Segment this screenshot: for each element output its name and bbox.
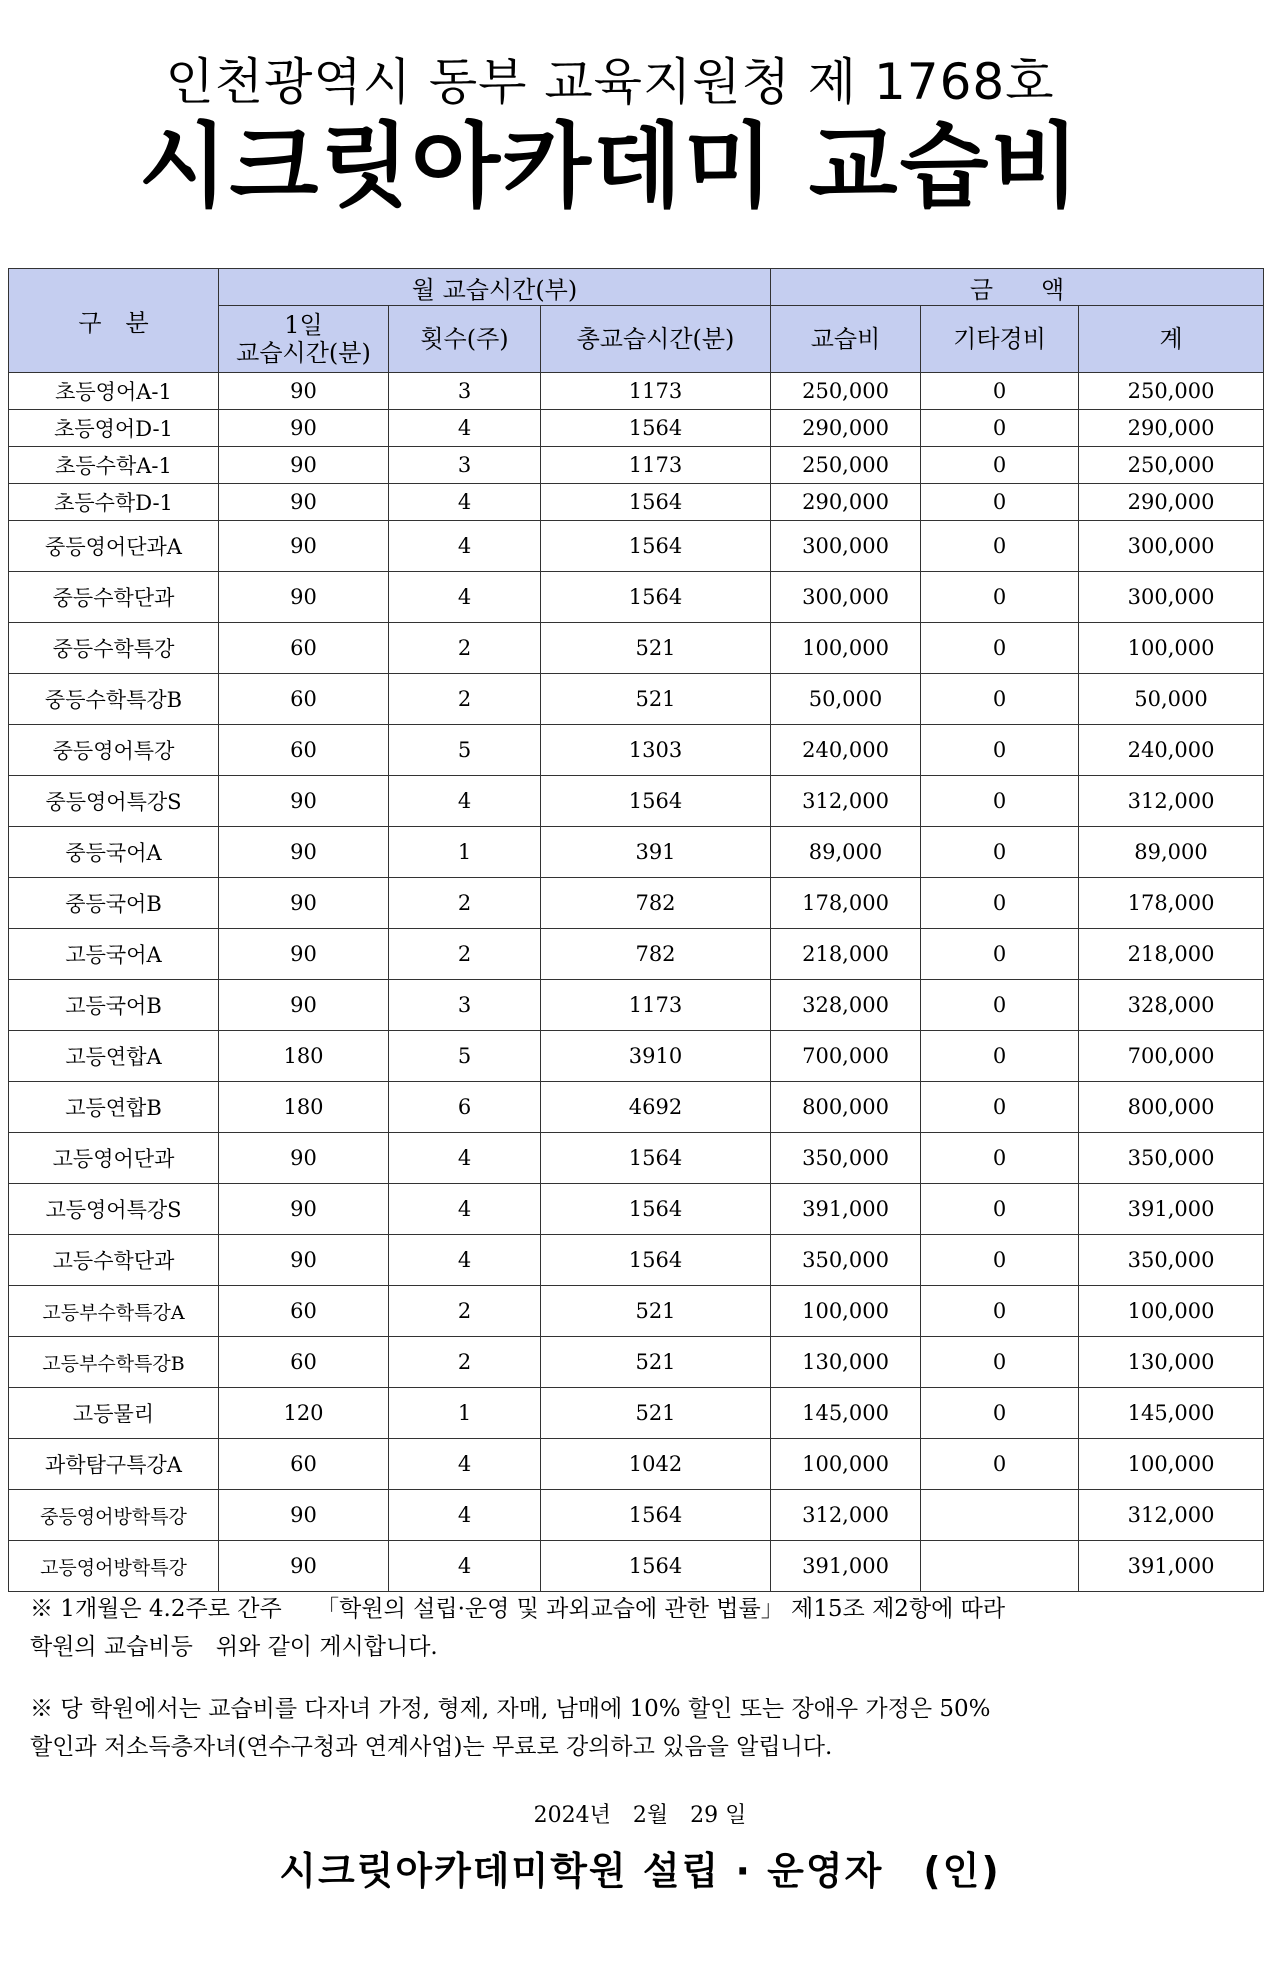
- cell-total-time: 1564: [541, 1184, 771, 1235]
- cell-count: 3: [389, 373, 541, 410]
- table-row: [9, 623, 1264, 674]
- cell-daily-time: 60: [219, 1439, 389, 1490]
- cell-count: 2: [389, 878, 541, 929]
- cell-total-time: 1564: [541, 1490, 771, 1541]
- cell-total-time: 1303: [541, 725, 771, 776]
- cell-count: 4: [389, 572, 541, 623]
- header-fee: 교습비: [771, 306, 921, 373]
- cell-count: 5: [389, 1031, 541, 1082]
- cell-sum: 240,000: [1079, 725, 1264, 776]
- cell-total-time: 521: [541, 674, 771, 725]
- cell-count: 4: [389, 1541, 541, 1592]
- cell-fee: 100,000: [771, 1439, 921, 1490]
- cell-fee: 100,000: [771, 1286, 921, 1337]
- cell-count: 1: [389, 827, 541, 878]
- cell-other-cost: 0: [921, 410, 1079, 447]
- cell-daily-time: 90: [219, 1490, 389, 1541]
- cell-other-cost: 0: [921, 521, 1079, 572]
- cell-sum: 700,000: [1079, 1031, 1264, 1082]
- header-amount: 금 액: [771, 269, 1264, 306]
- cell-total-time: 1564: [541, 776, 771, 827]
- cell-total-time: 1173: [541, 373, 771, 410]
- cell-fee: 240,000: [771, 725, 921, 776]
- cell-fee: 312,000: [771, 1490, 921, 1541]
- cell-fee: 700,000: [771, 1031, 921, 1082]
- table-row: [9, 929, 1264, 980]
- cell-total-time: 521: [541, 1388, 771, 1439]
- cell-sum: 250,000: [1079, 373, 1264, 410]
- table-row: [9, 674, 1264, 725]
- table-row: [9, 484, 1264, 521]
- cell-daily-time: 90: [219, 484, 389, 521]
- cell-other-cost: 0: [921, 980, 1079, 1031]
- cell-total-time: 391: [541, 827, 771, 878]
- table-body: [9, 373, 1264, 1592]
- cell-sum: 130,000: [1079, 1337, 1264, 1388]
- cell-other-cost: 0: [921, 623, 1079, 674]
- page-title: 시크릿아카데미 교습비: [138, 113, 1082, 220]
- cell-course-name: 고등영어방학특강: [9, 1541, 219, 1592]
- cell-total-time: 4692: [541, 1082, 771, 1133]
- note-legal-line1: ※ 1개월은 4.2주로 간주 「학원의 설립·운영 및 과외교습에 관한 법률」 제15조 제2항에 따라: [30, 1596, 1006, 1622]
- cell-sum: 100,000: [1079, 623, 1264, 674]
- cell-other-cost: 0: [921, 572, 1079, 623]
- cell-total-time: 1173: [541, 980, 771, 1031]
- cell-count: 1: [389, 1388, 541, 1439]
- cell-other-cost: 0: [921, 484, 1079, 521]
- cell-daily-time: 90: [219, 1235, 389, 1286]
- cell-daily-time: 90: [219, 447, 389, 484]
- cell-count: 4: [389, 1184, 541, 1235]
- notice-date: 2024년 2월 29 일: [533, 1803, 747, 1828]
- cell-sum: 100,000: [1079, 1286, 1264, 1337]
- cell-sum: 290,000: [1079, 484, 1264, 521]
- table-row: [9, 521, 1264, 572]
- table-row: [9, 1286, 1264, 1337]
- cell-count: 4: [389, 1439, 541, 1490]
- cell-daily-time: 90: [219, 410, 389, 447]
- cell-fee: 100,000: [771, 623, 921, 674]
- cell-sum: 100,000: [1079, 1439, 1264, 1490]
- cell-course-name: 과학탐구특강A: [9, 1439, 219, 1490]
- cell-other-cost: 0: [921, 1031, 1079, 1082]
- cell-fee: 250,000: [771, 447, 921, 484]
- cell-count: 4: [389, 521, 541, 572]
- cell-other-cost: 0: [921, 674, 1079, 725]
- cell-fee: 130,000: [771, 1337, 921, 1388]
- notice-number-heading: 인천광역시 동부 교육지원청 제 1768호: [165, 53, 1055, 111]
- cell-other-cost: 0: [921, 1388, 1079, 1439]
- cell-sum: 312,000: [1079, 776, 1264, 827]
- table-row: [9, 1184, 1264, 1235]
- cell-other-cost: 0: [921, 1235, 1079, 1286]
- cell-sum: 350,000: [1079, 1235, 1264, 1286]
- cell-total-time: 1173: [541, 447, 771, 484]
- cell-count: 4: [389, 1133, 541, 1184]
- cell-course-name: 고등부수학특강B: [9, 1337, 219, 1388]
- table-row: [9, 447, 1264, 484]
- cell-fee: 800,000: [771, 1082, 921, 1133]
- cell-daily-time: 60: [219, 623, 389, 674]
- cell-total-time: 1564: [541, 521, 771, 572]
- cell-total-time: 1564: [541, 410, 771, 447]
- cell-course-name: 고등국어A: [9, 929, 219, 980]
- cell-fee: 145,000: [771, 1388, 921, 1439]
- cell-sum: 178,000: [1079, 878, 1264, 929]
- cell-course-name: 중등영어방학특강: [9, 1490, 219, 1541]
- cell-sum: 50,000: [1079, 674, 1264, 725]
- cell-sum: 300,000: [1079, 572, 1264, 623]
- note-legal: [30, 1590, 1260, 1666]
- table-row: [9, 1490, 1264, 1541]
- header-row-group: [9, 269, 1264, 306]
- note-discount: [30, 1690, 1260, 1766]
- cell-course-name: 초등영어A-1: [9, 373, 219, 410]
- cell-sum: 218,000: [1079, 929, 1264, 980]
- cell-total-time: 1042: [541, 1439, 771, 1490]
- cell-total-time: 1564: [541, 1133, 771, 1184]
- cell-daily-time: 90: [219, 776, 389, 827]
- cell-count: 4: [389, 1235, 541, 1286]
- table-row: [9, 1235, 1264, 1286]
- header-count: 횟수(주): [389, 306, 541, 373]
- cell-daily-time: 180: [219, 1031, 389, 1082]
- header-category: 구 분: [9, 269, 219, 373]
- cell-course-name: 중등수학단과: [9, 572, 219, 623]
- cell-fee: 290,000: [771, 410, 921, 447]
- table-row: [9, 1337, 1264, 1388]
- cell-sum: 391,000: [1079, 1184, 1264, 1235]
- cell-course-name: 고등부수학특강A: [9, 1286, 219, 1337]
- cell-daily-time: 90: [219, 1133, 389, 1184]
- cell-other-cost: 0: [921, 878, 1079, 929]
- cell-sum: 350,000: [1079, 1133, 1264, 1184]
- cell-count: 2: [389, 674, 541, 725]
- cell-other-cost: 0: [921, 776, 1079, 827]
- header-total-time: 총교습시간(분): [541, 306, 771, 373]
- cell-sum: 328,000: [1079, 980, 1264, 1031]
- cell-daily-time: 90: [219, 373, 389, 410]
- cell-fee: 300,000: [771, 521, 921, 572]
- cell-sum: 312,000: [1079, 1490, 1264, 1541]
- cell-other-cost: [921, 1490, 1079, 1541]
- cell-fee: 250,000: [771, 373, 921, 410]
- tuition-table: [8, 268, 1264, 1592]
- cell-total-time: 3910: [541, 1031, 771, 1082]
- cell-course-name: 고등연합A: [9, 1031, 219, 1082]
- note-discount-line2: 할인과 저소득층자녀(연수구청과 연계사업)는 무료로 강의하고 있음을 알립니다.: [30, 1734, 833, 1760]
- cell-other-cost: [921, 1541, 1079, 1592]
- cell-count: 2: [389, 1337, 541, 1388]
- cell-other-cost: 0: [921, 929, 1079, 980]
- cell-course-name: 중등수학특강B: [9, 674, 219, 725]
- table-row: [9, 1082, 1264, 1133]
- cell-course-name: 고등연합B: [9, 1082, 219, 1133]
- header-monthly-time: 월 교습시간(부): [219, 269, 771, 306]
- cell-daily-time: 90: [219, 929, 389, 980]
- cell-daily-time: 90: [219, 980, 389, 1031]
- cell-other-cost: 0: [921, 447, 1079, 484]
- table-row: [9, 373, 1264, 410]
- cell-fee: 391,000: [771, 1541, 921, 1592]
- cell-course-name: 초등영어D-1: [9, 410, 219, 447]
- cell-count: 4: [389, 776, 541, 827]
- cell-sum: 89,000: [1079, 827, 1264, 878]
- cell-count: 2: [389, 929, 541, 980]
- cell-fee: 350,000: [771, 1235, 921, 1286]
- cell-course-name: 고등물리: [9, 1388, 219, 1439]
- cell-course-name: 중등국어A: [9, 827, 219, 878]
- cell-daily-time: 90: [219, 1184, 389, 1235]
- table-row: [9, 827, 1264, 878]
- table-row: [9, 878, 1264, 929]
- cell-course-name: 고등국어B: [9, 980, 219, 1031]
- table-row: [9, 776, 1264, 827]
- table-row: [9, 1388, 1264, 1439]
- cell-count: 2: [389, 1286, 541, 1337]
- cell-daily-time: 60: [219, 1337, 389, 1388]
- cell-other-cost: 0: [921, 725, 1079, 776]
- cell-count: 4: [389, 410, 541, 447]
- cell-fee: 300,000: [771, 572, 921, 623]
- cell-daily-time: 180: [219, 1082, 389, 1133]
- cell-course-name: 고등수학단과: [9, 1235, 219, 1286]
- table-row: [9, 1031, 1264, 1082]
- cell-other-cost: 0: [921, 1439, 1079, 1490]
- cell-other-cost: 0: [921, 827, 1079, 878]
- cell-sum: 250,000: [1079, 447, 1264, 484]
- cell-course-name: 중등영어특강: [9, 725, 219, 776]
- cell-other-cost: 0: [921, 1184, 1079, 1235]
- table-row: [9, 980, 1264, 1031]
- cell-daily-time: 120: [219, 1388, 389, 1439]
- cell-fee: 350,000: [771, 1133, 921, 1184]
- cell-total-time: 521: [541, 1286, 771, 1337]
- cell-daily-time: 90: [219, 572, 389, 623]
- cell-count: 6: [389, 1082, 541, 1133]
- cell-total-time: 1564: [541, 484, 771, 521]
- cell-course-name: 중등수학특강: [9, 623, 219, 674]
- cell-daily-time: 90: [219, 1541, 389, 1592]
- table-row: [9, 1133, 1264, 1184]
- cell-sum: 800,000: [1079, 1082, 1264, 1133]
- header-other-cost: 기타경비: [921, 306, 1079, 373]
- header-sum: 계: [1079, 306, 1264, 373]
- table-row: [9, 725, 1264, 776]
- cell-daily-time: 90: [219, 878, 389, 929]
- cell-daily-time: 60: [219, 1286, 389, 1337]
- table-row: [9, 1541, 1264, 1592]
- cell-fee: 50,000: [771, 674, 921, 725]
- cell-total-time: 782: [541, 878, 771, 929]
- cell-sum: 290,000: [1079, 410, 1264, 447]
- table-row: [9, 1439, 1264, 1490]
- cell-fee: 328,000: [771, 980, 921, 1031]
- cell-course-name: 고등영어특강S: [9, 1184, 219, 1235]
- cell-course-name: 중등국어B: [9, 878, 219, 929]
- cell-fee: 312,000: [771, 776, 921, 827]
- cell-other-cost: 0: [921, 1082, 1079, 1133]
- cell-count: 4: [389, 1490, 541, 1541]
- cell-sum: 300,000: [1079, 521, 1264, 572]
- cell-daily-time: 90: [219, 827, 389, 878]
- cell-fee: 178,000: [771, 878, 921, 929]
- cell-course-name: 고등영어단과: [9, 1133, 219, 1184]
- cell-count: 5: [389, 725, 541, 776]
- cell-total-time: 521: [541, 623, 771, 674]
- cell-other-cost: 0: [921, 1286, 1079, 1337]
- cell-fee: 218,000: [771, 929, 921, 980]
- cell-other-cost: 0: [921, 1337, 1079, 1388]
- cell-total-time: 521: [541, 1337, 771, 1388]
- cell-total-time: 1564: [541, 1235, 771, 1286]
- cell-daily-time: 60: [219, 674, 389, 725]
- cell-course-name: 중등영어단과A: [9, 521, 219, 572]
- cell-course-name: 초등수학A-1: [9, 447, 219, 484]
- cell-fee: 290,000: [771, 484, 921, 521]
- cell-course-name: 초등수학D-1: [9, 484, 219, 521]
- cell-sum: 145,000: [1079, 1388, 1264, 1439]
- signature-line: 시크릿아카데미학원 설립 · 운영자 (인): [279, 1849, 1001, 1893]
- cell-count: 4: [389, 484, 541, 521]
- header-daily-time: 1일 교습시간(분): [219, 306, 389, 373]
- cell-other-cost: 0: [921, 373, 1079, 410]
- table-row: [9, 410, 1264, 447]
- note-discount-line1: ※ 당 학원에서는 교습비를 다자녀 가정, 형제, 자매, 남매에 10% 할인 또는 장애우 가정은 50%: [30, 1696, 991, 1722]
- cell-total-time: 1564: [541, 572, 771, 623]
- table-row: [9, 572, 1264, 623]
- cell-count: 3: [389, 980, 541, 1031]
- cell-total-time: 1564: [541, 1541, 771, 1592]
- cell-fee: 391,000: [771, 1184, 921, 1235]
- cell-count: 2: [389, 623, 541, 674]
- cell-daily-time: 60: [219, 725, 389, 776]
- cell-daily-time: 90: [219, 521, 389, 572]
- cell-sum: 391,000: [1079, 1541, 1264, 1592]
- cell-total-time: 782: [541, 929, 771, 980]
- note-legal-line2: 학원의 교습비등 위와 같이 게시합니다.: [30, 1634, 438, 1660]
- cell-count: 3: [389, 447, 541, 484]
- cell-other-cost: 0: [921, 1133, 1079, 1184]
- cell-fee: 89,000: [771, 827, 921, 878]
- cell-course-name: 중등영어특강S: [9, 776, 219, 827]
